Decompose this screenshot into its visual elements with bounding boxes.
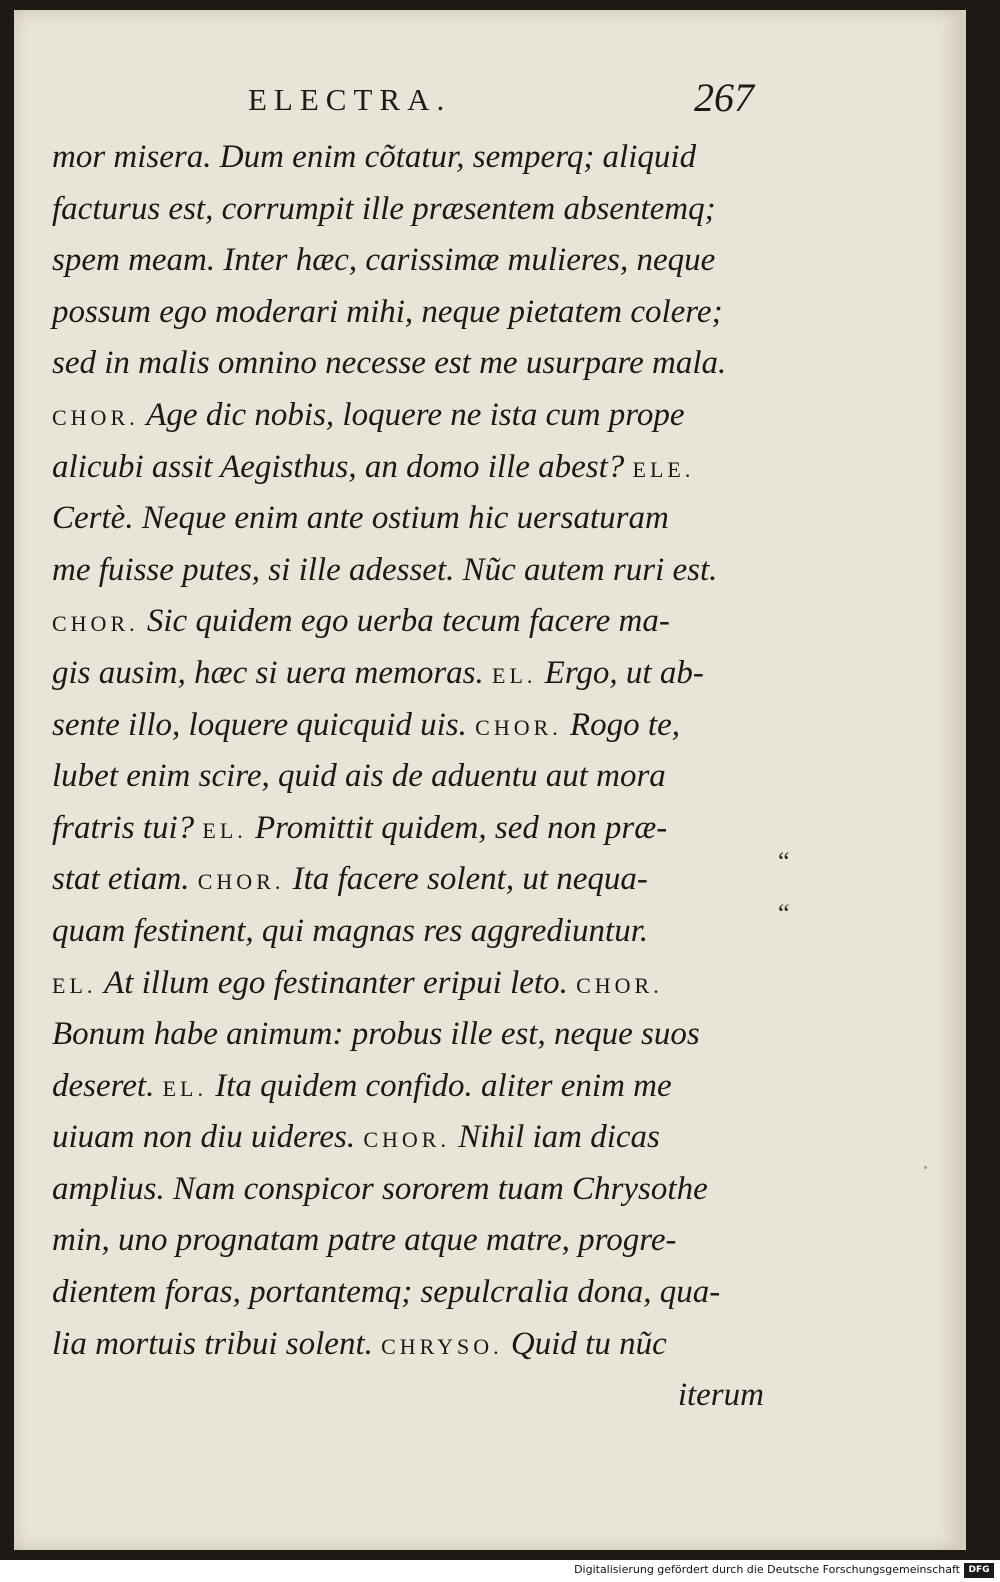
verse-text: Ita facere solent, ut nequa-: [284, 861, 648, 898]
speaker-label: EL.: [202, 817, 247, 843]
verse-text: lubet enim scire, quid ais de aduentu aut mora: [52, 758, 666, 795]
text-line: [52, 700, 764, 752]
speaker-label: CHOR.: [52, 611, 139, 637]
running-title: ELECTRA.: [248, 82, 452, 117]
verse-text: Bonum habe animum: probus ille est, neque suos: [52, 1016, 700, 1053]
text-line: [52, 1215, 764, 1267]
verse-text: gis ausim, hæc si uera memoras.: [52, 654, 493, 691]
text-line: [52, 545, 764, 597]
text-line: [52, 442, 764, 494]
text-line: [52, 648, 764, 700]
verse-text: Rogo te,: [561, 706, 680, 743]
verse-text: facturus est, corrumpit ille præsentem absentemq;: [52, 190, 716, 227]
verse-text: amplius. Nam conspicor sororem tuam Chrysothe: [52, 1170, 708, 1207]
verse-text: possum ego moderari mihi, neque pietatem colere;: [52, 293, 723, 330]
text-line: [52, 854, 764, 906]
margin-quote-mark: “: [778, 898, 790, 928]
verse-text: lia mortuis tribui solent.: [52, 1325, 382, 1362]
verse-text: sed in malis omnino necesse est me usurpare mala.: [52, 345, 727, 382]
text-line: [52, 184, 764, 236]
text-line: [52, 493, 764, 545]
verse-text: alicubi assit Aegisthus, an domo ille abest?: [52, 448, 633, 485]
speaker-label: CHOR.: [52, 404, 139, 430]
page-number: 267: [694, 75, 754, 120]
margin-quote-mark: “: [778, 847, 790, 876]
text-line: [52, 1061, 764, 1113]
margin-quotes: [778, 842, 818, 945]
footer-credit: Digitalisierung gefördert durch die Deutsche Forschungsgemeinschaft: [574, 1563, 960, 1576]
verse-text: spem meam. Inter hæc, carissimæ mulieres, neque: [52, 242, 716, 279]
verse-text: deseret.: [52, 1067, 163, 1104]
verse-text: min, uno prognatam patre atque matre, progre-: [52, 1222, 677, 1259]
text-line: [52, 1112, 764, 1164]
text-line: [52, 235, 764, 287]
text-line: [52, 390, 764, 442]
text-line: [52, 906, 764, 958]
footer-bar: [0, 1560, 1000, 1582]
verse-text: mor misera. Dum enim cõtatur, semperq; aliquid: [52, 139, 697, 175]
verse-text: Certè. Neque enim ante ostium hic uersaturam: [52, 500, 669, 537]
verse-text: Age dic nobis, loquere ne ista cum prope: [138, 396, 685, 433]
text-line: [52, 1164, 764, 1216]
catchword: iterum: [677, 1377, 764, 1414]
text-line: [52, 958, 764, 1010]
text-line: [52, 803, 764, 855]
speaker-label: CHOR.: [475, 714, 562, 740]
dfg-logo: DFG: [964, 1563, 994, 1578]
book-page: [14, 10, 966, 1550]
text-block: [52, 132, 764, 1422]
text-line: [52, 338, 764, 390]
speaker-label: EL.: [492, 662, 537, 688]
verse-text: fratris tui?: [52, 809, 203, 846]
page-header: [234, 70, 754, 130]
speaker-label: EL.: [52, 972, 97, 998]
verse-text: dientem foras, portantemq; sepulcralia dona, qua-: [52, 1274, 721, 1311]
verse-text: uiuam non diu uideres.: [52, 1119, 364, 1156]
text-line: [52, 596, 764, 648]
speaker-label: CHOR.: [197, 869, 285, 895]
verse-text: Ergo, ut ab-: [536, 654, 704, 691]
text-line: [52, 287, 764, 339]
speaker-label: ELE.: [632, 456, 695, 482]
paper-speck: [924, 1166, 927, 1169]
verse-text: sente illo, loquere quicquid uis.: [52, 706, 476, 743]
verse-text: quam festinent, qui magnas res aggrediuntur.: [52, 912, 649, 949]
verse-text: Nihil iam dicas: [449, 1119, 660, 1156]
speaker-label: CHRYSO.: [381, 1333, 503, 1359]
verse-text: stat etiam.: [52, 861, 198, 898]
verse-text: Sic quidem ego uerba tecum facere ma-: [138, 603, 670, 640]
speaker-label: EL.: [162, 1075, 207, 1101]
verse-text: At illum ego festinanter eripui leto.: [96, 964, 577, 1001]
text-line: [52, 1319, 764, 1371]
verse-text: Quid tu nũc: [502, 1325, 667, 1362]
text-line: [52, 1267, 764, 1319]
verse-text: Ita quidem confido. aliter enim me: [206, 1067, 672, 1104]
verse-text: Promittit quidem, sed non præ-: [246, 809, 668, 846]
speaker-label: CHOR.: [363, 1127, 450, 1153]
text-line: [52, 132, 764, 184]
text-line: [52, 1009, 764, 1061]
speaker-label: CHOR.: [576, 972, 663, 998]
text-line: [52, 751, 764, 803]
verse-text: me fuisse putes, si ille adesset. Nũc autem ruri est.: [52, 551, 718, 588]
